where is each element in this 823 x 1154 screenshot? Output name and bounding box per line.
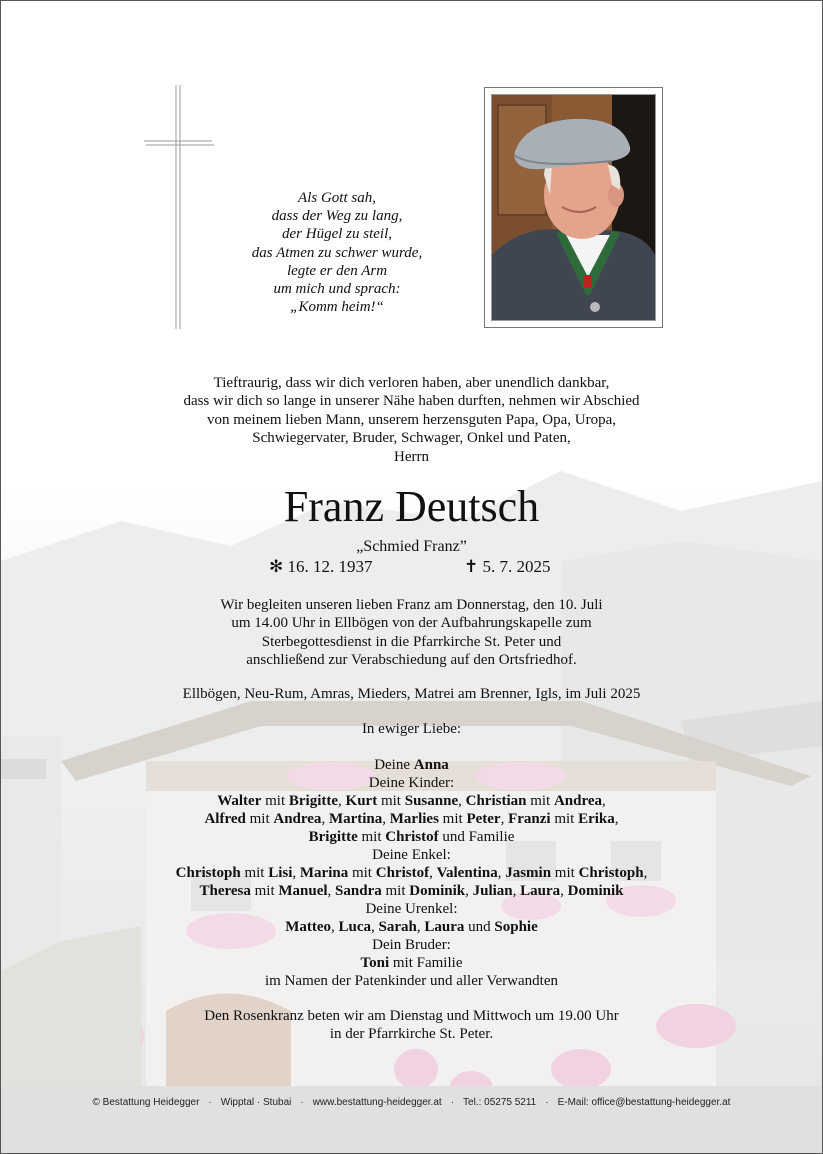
family-text: und Familie [438,829,515,845]
footer-website-link[interactable]: www.bestattung-heidegger.at [312,1097,442,1108]
family-text: mit [261,793,289,809]
family-text: mit Familie [389,955,463,971]
poem-line: um mich und sprach: [273,281,401,298]
family-text: , [497,865,506,881]
family-line [1,936,822,954]
family-name: Erika [578,811,615,827]
family-name: Walter [217,793,262,809]
family-text: , [602,793,606,809]
poem-line: „Komm heim!“ [290,299,384,316]
family-line [1,864,822,882]
intro-text [1,374,822,466]
family-text: Deine [374,757,414,773]
funeral-line: Wir begleiten unseren lieben Franz am Donnerstag, den 10. Juli [220,597,603,613]
portrait-frame [484,87,663,328]
family-name: Peter [466,811,501,827]
footer-region: Wipptal · Stubai [220,1097,292,1108]
family-name: Marlies [389,811,439,827]
family-name: Andrea [553,793,603,809]
cross-icon [144,85,214,329]
rosary-notice [1,1007,822,1044]
intro-line: dass wir dich so lange in unserer Nähe haben durften, nehmen wir Abschied [183,393,640,410]
family-text: , [416,919,425,935]
poem-line: der Hügel zu steil, [282,226,392,243]
family-text: mit [250,883,279,899]
family-name: Theresa [199,883,251,899]
family-text: , [458,793,466,809]
family-text: , [327,883,336,899]
funeral-line: Sterbegottesdienst in die Pfarrkirche St. Peter und [261,633,562,650]
family-text: im Namen der Patenkinder und aller Verwandten [265,973,558,989]
family-text: Dein Bruder: [372,937,451,953]
family-line [1,918,822,936]
intro-line: Schwiegervater, Bruder, Schwager, Onkel und Paten, [252,430,571,447]
family-name: Christoph [578,865,644,881]
family-text: , [465,883,473,899]
family-name: Luca [338,919,372,935]
poem-line: das Atmen zu schwer wurde, [251,244,423,261]
family-text: mit [438,811,467,827]
family-text: mit [381,883,410,899]
family-name: Sandra [335,883,382,899]
family-name: Marina [299,865,349,881]
family-name: Christof [375,865,430,881]
family-text: mit [551,865,579,881]
family-text: Deine Kinder: [368,775,455,791]
deceased-nickname: „Schmied Franz” [356,538,467,555]
family-name: Sophie [494,919,538,935]
family-name: Brigitte [308,829,358,845]
family-text: , [560,883,568,899]
family-name: Christoph [175,865,241,881]
footer-phone: Tel.: 05275 5211 [463,1097,537,1108]
family-name: Alfred [204,811,246,827]
family-name: Dominik [409,883,466,899]
family-text: mit [245,811,274,827]
family-text: mit [348,865,376,881]
deceased-name: Franz Deutsch [283,482,540,531]
family-line [1,792,822,810]
family-name: Lisi [268,865,293,881]
footer-copyright: © Bestattung Heidegger [92,1097,200,1108]
poem-line: Als Gott sah, [298,190,376,206]
intro-line: von meinem lieben Mann, unserem herzensguten Papa, Opa, Uropa, [206,411,617,428]
family-name: Andrea [273,811,322,827]
death-date: ✝ 5. 7. 2025 [464,557,551,576]
funeral-notice [1,596,822,670]
intro-line: Herrn [394,448,429,465]
family-text: Deine Enkel: [372,847,451,863]
family-text: , [292,865,300,881]
in-eternal-love: In ewiger Liebe: [361,721,462,737]
family-name: Franzi [508,811,551,827]
family-name: Matteo [285,919,332,935]
intro-line: Tieftraurig, dass wir dich verloren haben, aber unendlich dankbar, [213,375,610,391]
family-name: Christian [465,793,527,809]
birth-date: ✻ 16. 12. 1937 [269,557,373,576]
family-line [1,882,822,900]
family-line [1,756,822,774]
family-text: Deine Urenkel: [365,901,458,917]
portrait-photo [492,95,655,320]
family-line [1,900,822,918]
family-list [1,756,822,990]
family-name: Anna [413,757,449,773]
footer: © Bestattung Heidegger · Wipptal · Stubai · www.bestattung-heidegger.at · Tel.: 05275 5211 · E-Mail: office@bestattung-heidegger.at [92,1097,731,1108]
family-text: mit [357,829,386,845]
funeral-line: um 14.00 Uhr in Ellbögen von der Aufbahrungskapelle zum [231,615,592,632]
family-text: , [331,919,339,935]
family-line [1,828,822,846]
family-name: Julian [472,883,513,899]
family-name: Manuel [278,883,328,899]
family-name: Brigitte [288,793,339,809]
family-line [1,774,822,792]
family-text: , [371,919,379,935]
family-line [1,810,822,828]
family-line [1,954,822,972]
family-text: , [429,865,437,881]
family-text: mit [240,865,269,881]
footer-email-link[interactable]: E-Mail: office@bestattung-heidegger.at [557,1097,731,1108]
family-name: Valentina [436,865,498,881]
family-name: Toni [360,955,390,971]
family-text: und [464,919,495,935]
family-name: Christof [385,829,439,845]
funeral-line: anschließend zur Verabschiedung auf den Ortsfriedhof. [246,652,577,669]
poem [223,189,451,316]
family-text: mit [377,793,405,809]
family-name: Martina [328,811,383,827]
family-name: Laura [520,883,561,899]
family-text: mit [550,811,579,827]
poem-line: dass der Weg zu lang, [271,208,403,225]
family-text: , [338,793,346,809]
family-name: Kurt [345,793,378,809]
family-name: Sarah [378,919,417,935]
family-name: Susanne [404,793,459,809]
places-and-date: Ellbögen, Neu-Rum, Amras, Mieders, Matrei am Brenner, Igls, im Juli 2025 [182,686,641,702]
family-text: , [614,811,619,827]
family-line [1,972,822,990]
family-text: , [643,865,648,881]
family-text: , [382,811,390,827]
rosary-line: in der Pfarrkirche St. Peter. [329,1026,494,1043]
family-text: , [512,883,521,899]
family-text: , [500,811,509,827]
family-text: mit [526,793,554,809]
poem-line: legte er den Arm [286,262,388,279]
family-name: Dominik [567,883,624,899]
family-name: Laura [424,919,465,935]
family-text: , [321,811,329,827]
family-name: Jasmin [505,865,552,881]
family-line [1,846,822,864]
rosary-line: Den Rosenkranz beten wir am Dienstag und Mittwoch um 19.00 Uhr [204,1008,619,1024]
